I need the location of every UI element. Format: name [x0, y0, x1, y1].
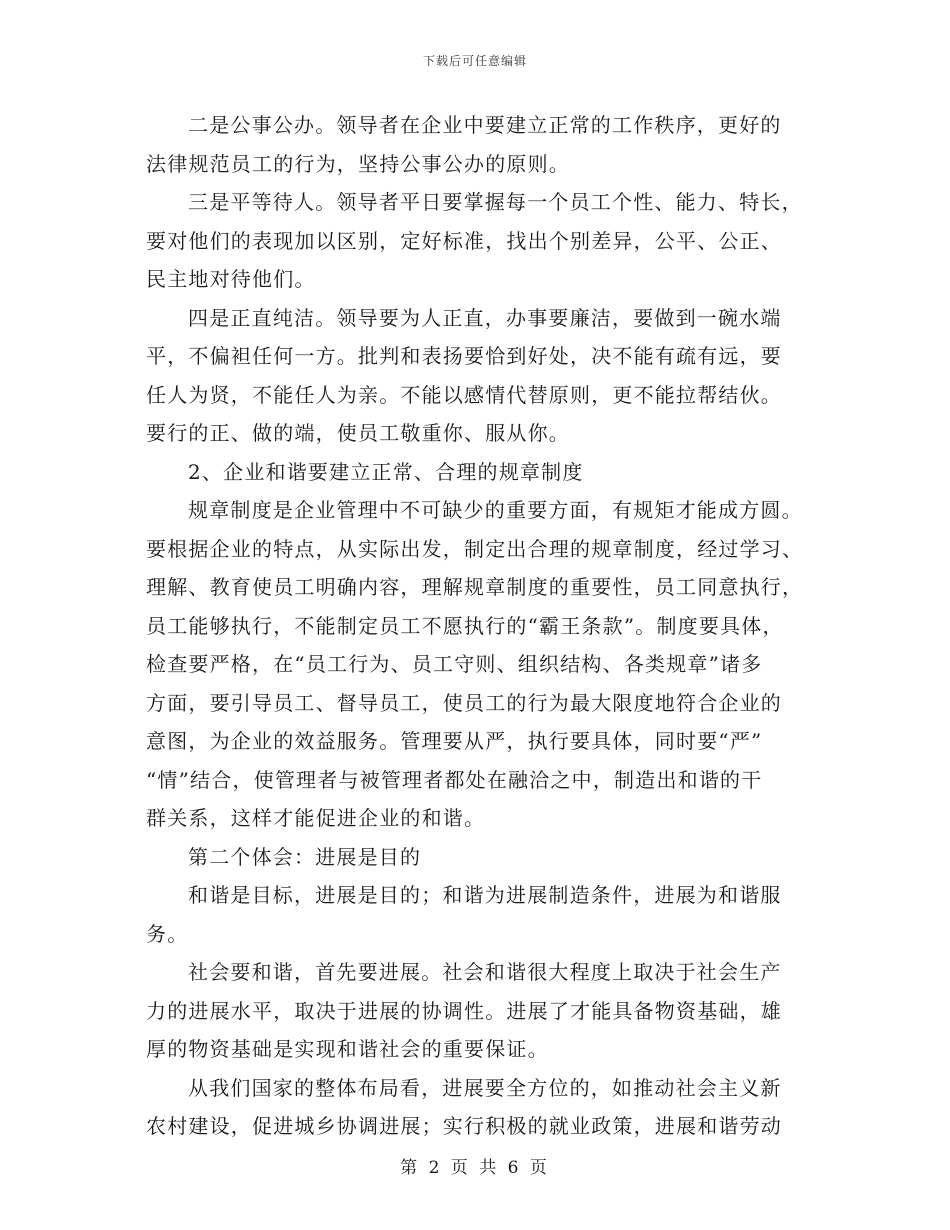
- text-line: 2、企业和谐要建立正常、合理的规章制度: [188, 459, 584, 484]
- text-line: 群关系，这样才能促进企业的和谐。: [146, 806, 486, 830]
- text-line: 民主地对待他们。: [146, 267, 316, 291]
- text-line: “情”结合，使管理者与被管理者都处在融洽之中，制造出和谐的干: [146, 767, 763, 792]
- text-line: 任人为贤，不能任人为亲。不能以感情代替原则，更不能拉帮结伙。: [146, 382, 782, 407]
- text-line: 从我们国家的整体布局看，进展要全方位的，如推动社会主义新: [188, 1075, 782, 1100]
- text-line: 理解、教育使员工明确内容，理解规章制度的重要性，员工同意执行，: [146, 575, 804, 599]
- text-line: 检查要严格，在“员工行为、员工守则、组织结构、各类规章”诸多: [146, 652, 763, 676]
- page-header: 下载后可任意编辑: [422, 54, 527, 68]
- text-line: 农村建设，促进城乡协调进展；实行积极的就业政策，进展和谐劳动: [146, 1114, 782, 1138]
- text-line: 方面，要引导员工、督导员工，使员工的行为最大限度地符合企业的: [146, 690, 782, 715]
- text-line: 力的进展水平，取决于进展的协调性。进展了才能具备物资基础，雄: [146, 998, 782, 1023]
- text-line: 要对他们的表现加以区别，定好标准，找出个别差异，公平、公正、: [146, 228, 782, 253]
- text-line: 平，不偏袒任何一方。批判和表扬要恰到好处，决不能有疏有远，要: [146, 344, 782, 368]
- text-line: 法律规范员工的行为，坚持公事公办的原则。: [146, 151, 570, 176]
- text-line: 要根据企业的特点，从实际出发，制定出合理的规章制度，经过学习、: [146, 536, 804, 561]
- text-line: 四是正直纯洁。领导要为人正直，办事要廉洁，要做到一碗水端: [188, 305, 782, 330]
- text-line: 第二个体会：进展是目的: [188, 844, 422, 869]
- text-line: 意图，为企业的效益服务。管理要从严，执行要具体，同时要“严”: [146, 729, 763, 753]
- document-body: [146, 106, 806, 1146]
- text-line: 员工能够执行，不能制定员工不愿执行的“霸王条款”。制度要具体，: [146, 613, 784, 638]
- text-line: 和谐是目标，进展是目的；和谐为进展制造条件，进展为和谐服: [188, 883, 782, 907]
- text-line: 二是公事公办。领导者在企业中要建立正常的工作秩序，更好的: [188, 113, 782, 137]
- text-line: 务。: [146, 921, 189, 946]
- text-line: 规章制度是企业管理中不可缺少的重要方面，有规矩才能成方圆。: [188, 498, 803, 522]
- text-line: 三是平等待人。领导者平日要掌握每一个员工个性、能力、特长，: [188, 190, 803, 214]
- text-line: 厚的物资基础是实现和谐社会的重要保证。: [146, 1037, 549, 1061]
- page-footer: 第 2 页 共 6 页: [400, 1158, 550, 1178]
- text-line: 要行的正、做的端，使员工敬重你、服从你。: [146, 421, 570, 445]
- text-line: 社会要和谐，首先要进展。社会和谐很大程度上取决于社会生产: [188, 960, 782, 984]
